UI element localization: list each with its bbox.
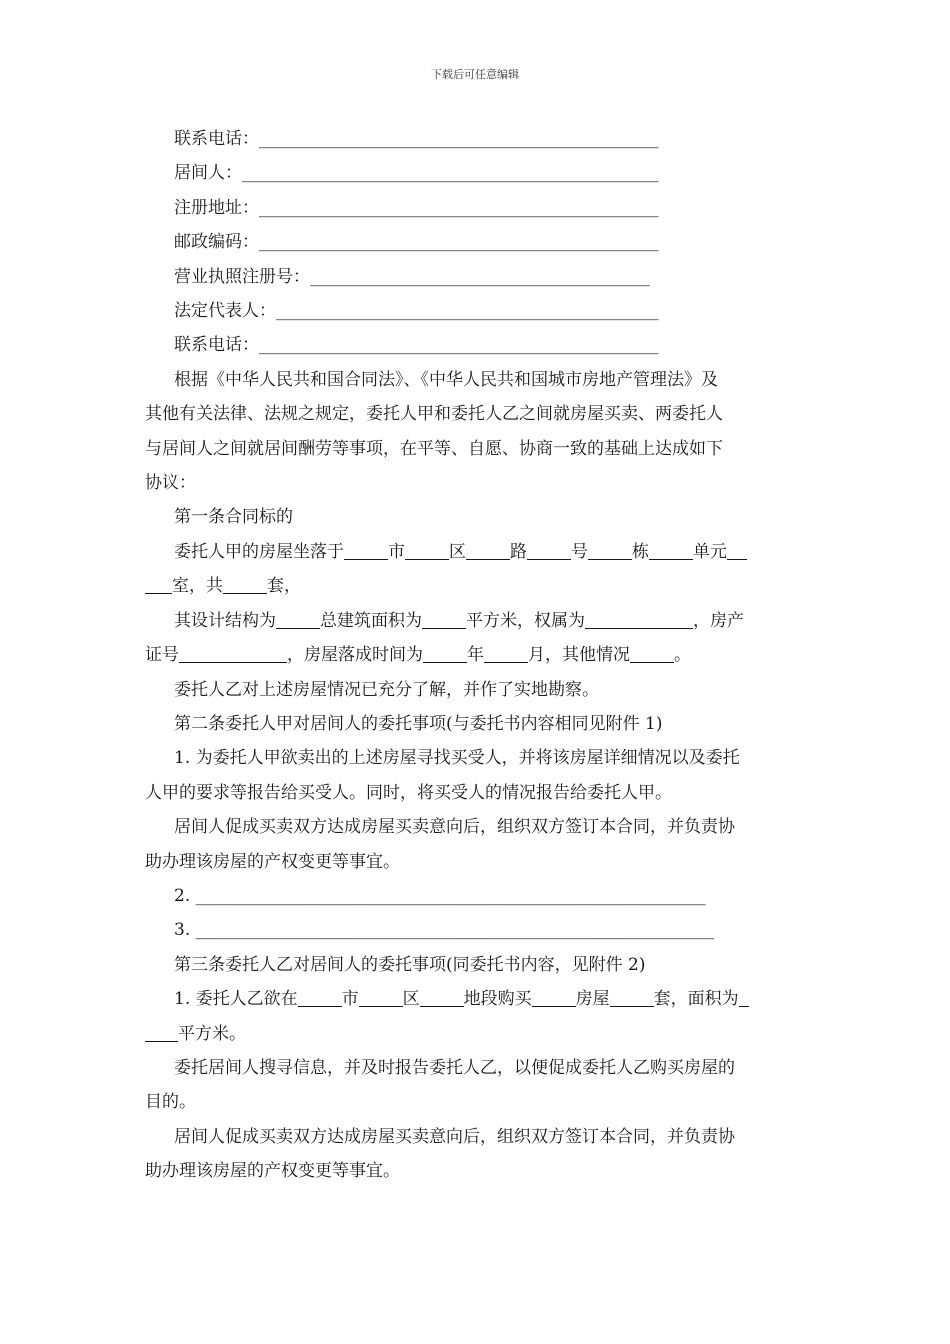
article-1-title: 第一条合同标的 xyxy=(174,507,293,528)
text: 平方米。 xyxy=(178,1023,246,1044)
blank xyxy=(344,539,388,560)
document-body xyxy=(145,122,810,1189)
text: 平方米，权属为 xyxy=(466,610,585,631)
field-legal-rep xyxy=(145,294,810,328)
paragraph: 助办理该房屋的产权变更等事宜。 xyxy=(145,851,400,872)
text: 房屋 xyxy=(575,989,610,1010)
field-label: 营业执照注册号： xyxy=(174,266,310,287)
intro-line: 与居间人之间就居间酬劳等事项，在平等、自愿、协商一致的基础上达成如下 xyxy=(145,438,723,459)
blank xyxy=(422,608,466,629)
blank xyxy=(466,539,510,560)
property-location-line xyxy=(145,535,810,569)
text: 月，其他情况 xyxy=(528,645,630,666)
blank xyxy=(420,986,464,1007)
field-intermediary xyxy=(145,156,810,190)
intro-line: 其他有关法律、法规之规定，委托人甲和委托人乙之间就房屋买卖、两委托人 xyxy=(145,404,723,425)
paragraph: 居间人促成买卖双方达成房屋买卖意向后，组织双方签订本合同，并负责协 xyxy=(174,817,735,838)
text: ，房屋落成时间为 xyxy=(287,645,423,666)
text: 年 xyxy=(467,645,484,666)
field-blank: _______________________________________________ xyxy=(259,232,659,253)
blank xyxy=(223,573,267,594)
blank xyxy=(359,986,403,1007)
page-header: 下载后可任意编辑 xyxy=(431,68,519,81)
text: 路 xyxy=(510,541,527,562)
article-3-title: 第三条委托人乙对居间人的委托事项(同委托书内容，见附件 2) xyxy=(174,954,646,975)
text: 市 xyxy=(341,989,359,1010)
text: 。 xyxy=(674,645,691,666)
field-address xyxy=(145,191,810,225)
paragraph: 人甲的要求等报告给买受人。同时，将买受人的情况报告给委托人甲。 xyxy=(145,782,672,803)
text: 号 xyxy=(571,541,588,562)
text: 委托人甲的房屋坐落于 xyxy=(174,541,344,562)
blank xyxy=(405,539,449,560)
text: 其设计结构为 xyxy=(174,610,276,631)
text: 市 xyxy=(388,541,405,562)
blank xyxy=(527,539,571,560)
blank xyxy=(610,986,654,1007)
field-blank: _____________________________________________ xyxy=(276,301,659,322)
paragraph: 委托居间人搜寻信息，并及时报告委托人乙，以便促成委托人乙购买房屋的 xyxy=(174,1057,735,1078)
blank xyxy=(739,986,749,1007)
property-structure-line-2 xyxy=(145,638,810,672)
text: 地段购买 xyxy=(463,989,532,1010)
field-label: 联系电话： xyxy=(174,129,259,149)
text: 区 xyxy=(402,989,420,1010)
blank xyxy=(276,608,320,629)
article-2-title: 第二条委托人甲对居间人的委托事项(与委托书内容相同见附件 1) xyxy=(174,713,663,734)
blank xyxy=(649,539,693,560)
text: ，房产 xyxy=(693,610,744,631)
field-postcode xyxy=(145,225,810,259)
intro-line: 根据《中华人民共和国合同法》、《中华人民共和国城市房地产管理法》及 xyxy=(174,369,718,390)
property-structure-line xyxy=(145,604,810,638)
blank xyxy=(298,986,342,1007)
blank xyxy=(532,986,576,1007)
text: 单元 xyxy=(693,541,727,562)
text: 栋 xyxy=(632,541,649,562)
field-blank: _______________________________________________ xyxy=(259,197,659,218)
blank xyxy=(585,608,693,629)
purchase-area-line xyxy=(145,982,810,1016)
field-label: 邮政编码： xyxy=(174,232,259,253)
paragraph: 委托人乙对上述房屋情况已充分了解，并作了实地勘察。 xyxy=(174,679,599,700)
field-blank: _______________________________________________ xyxy=(259,129,659,149)
field-blank: _________________________________________________ xyxy=(242,163,659,184)
intro-line: 协议： xyxy=(145,473,196,494)
text: 套，面积为 xyxy=(653,989,739,1010)
paragraph: 助办理该房屋的产权变更等事宜。 xyxy=(145,1161,400,1182)
blank xyxy=(588,539,632,560)
paragraph: 居间人促成买卖双方达成房屋买卖意向后，组织双方签订本合同，并负责协 xyxy=(174,1126,735,1147)
blank xyxy=(727,539,747,560)
item-2-blank: 2. ____________________________________________________________ xyxy=(174,885,706,906)
field-label: 联系电话： xyxy=(174,335,259,356)
field-label: 注册地址： xyxy=(174,197,259,218)
field-blank: _______________________________________________ xyxy=(259,335,659,356)
text: 1. 委托人乙欲在 xyxy=(174,989,298,1010)
field-label: 居间人： xyxy=(174,163,242,184)
paragraph: 1. 为委托人甲欲卖出的上述房屋寻找买受人，并将该房屋详细情况以及委托 xyxy=(174,748,740,769)
field-phone-2 xyxy=(145,328,810,362)
property-location-line-2 xyxy=(145,569,810,603)
blank xyxy=(423,642,467,663)
text: 区 xyxy=(449,541,466,562)
blank xyxy=(630,642,674,663)
blank xyxy=(145,573,172,594)
purchase-area-line-2 xyxy=(145,1017,810,1051)
field-phone xyxy=(145,122,810,156)
paragraph: 目的。 xyxy=(145,1092,196,1113)
blank xyxy=(145,1021,178,1042)
field-label: 法定代表人： xyxy=(174,301,276,322)
field-blank: ________________________________________ xyxy=(310,266,650,287)
blank xyxy=(484,642,528,663)
item-3-blank: 3. _____________________________________________________________ xyxy=(174,920,715,941)
text: 证号 xyxy=(145,645,179,666)
blank xyxy=(179,642,287,663)
text: 室，共 xyxy=(172,576,223,597)
field-license-no xyxy=(145,260,810,294)
text: 总建筑面积为 xyxy=(320,610,422,631)
text: 套， xyxy=(267,576,301,597)
